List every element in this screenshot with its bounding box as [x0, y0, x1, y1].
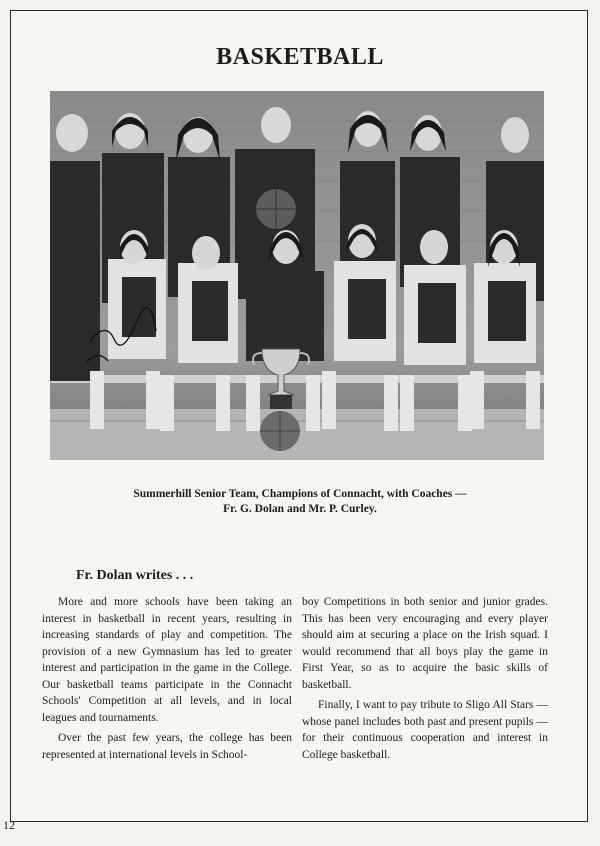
- article-paragraph: More and more schools have been taking an interest in basketball in recent years, resulting in increasing standards of play and competition. The provision of a new Gymnasium has led to greater interest and participation in the game in the College. Our basketball teams participate in the Connacht Schools' Competition at all levels, and in local leagues and tournaments.: [42, 596, 292, 724]
- article-paragraph: Finally, I want to pay tribute to Sligo All Stars — whose panel includes both past and present pupils — for their continuous cooperation and interest in College basketball.: [302, 699, 548, 761]
- article-paragraph: Over the past few years, the college has been represented at international levels in School-: [42, 732, 292, 761]
- article-column-left: [42, 594, 292, 767]
- article-paragraph: boy Competitions in both senior and junior grades. This has been very encouraging and every player should aim at securing a place on the Irish squad. I would recommend that all boys play the game in First Year, so as to acquire the basic skills of basketball.: [302, 596, 548, 691]
- page-title: BASKETBALL: [216, 44, 384, 70]
- caption-line-2: Fr. G. Dolan and Mr. P. Curley.: [223, 503, 377, 515]
- article-column-right: [302, 594, 548, 767]
- team-photo: [50, 91, 544, 460]
- article-subhead: Fr. Dolan writes . . .: [76, 568, 194, 583]
- page-number: 12: [3, 818, 15, 832]
- photo-caption: [60, 487, 540, 517]
- caption-line-1: Summerhill Senior Team, Champions of Connacht, with Coaches —: [133, 488, 467, 500]
- team-photo-icon: [50, 91, 544, 460]
